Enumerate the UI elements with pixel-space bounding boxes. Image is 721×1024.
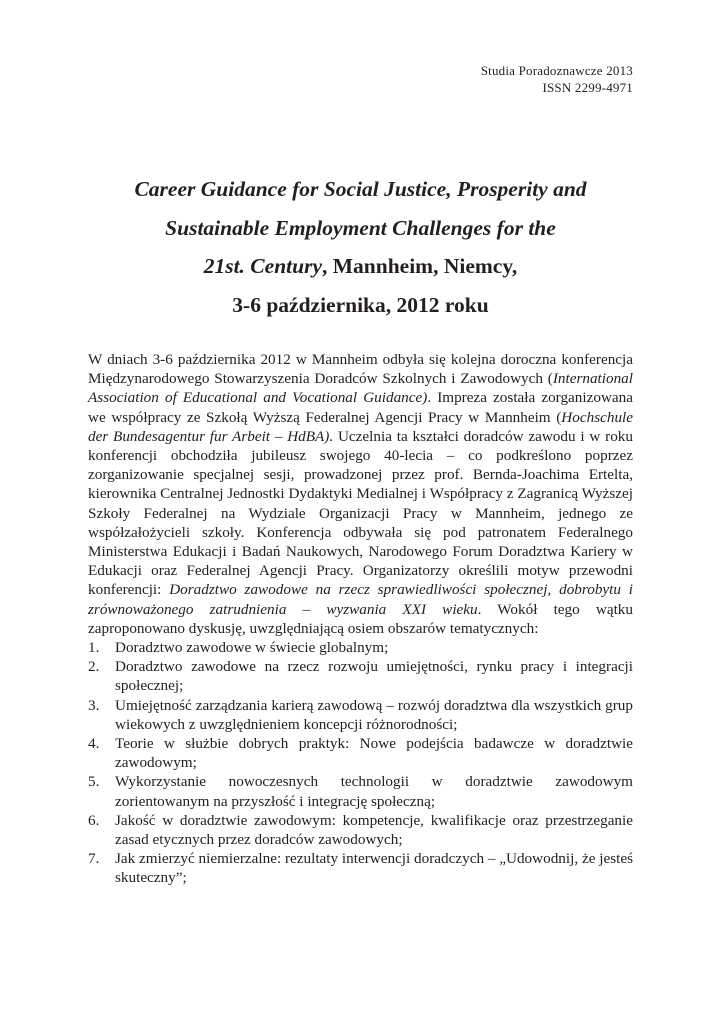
body-segment-1-italic: International Association of Educational and Vocational Guidance) [88,370,633,407]
list-item [88,772,633,810]
list-item [88,734,633,772]
list-item-number: 7. [88,850,100,868]
journal-name: Studia Poradoznawcze 2013 [480,63,633,78]
list-item-text: Doradztwo zawodowe na rzecz rozwoju umiejętności, rynku pracy i integracji społecznej; [115,658,633,695]
list-item-text: Teorie w służbie dobrych praktyk: Nowe podejścia badawcze w doradztwie zawodowym; [115,735,633,772]
list-item-number: 4. [88,735,100,753]
topics-list [88,638,633,888]
title-line-1: Career Guidance for Social Justice, Prosperity and [134,177,587,201]
body-segment-2-italic: Hochschule der Bundesagentur fur Arbeit – HdBA). [88,408,633,445]
body-segment-2: . Impreza została zorganizowana we współpracy ze Szkołą Wyższą Federalnej Agencji Pracy w Mannheim ( [88,389,633,426]
title-line-3-italic: 21st. Century [203,254,322,278]
list-item-text: Jak zmierzyć niemierzalne: rezultaty interwencji doradczych – „Udowodnij, że jesteś skuteczny”; [115,850,633,887]
running-header [481,62,633,96]
list-item [88,811,633,849]
title-line-4: 3-6 października, 2012 roku [232,292,489,317]
list-item-number: 6. [88,811,100,829]
list-item-number: 5. [88,773,100,791]
list-item-number: 3. [88,696,100,714]
body-segment-3-italic: Doradztwo zawodowe na rzecz sprawiedliwości społecznej, dobrobytu i zrównoważonego zatrudnienia – wyzwania XXI wieku [88,581,634,618]
list-item [88,849,633,887]
body-segment-4: . Wokół tego wątku zaproponowano dyskusję, uwzględniającą osiem obszarów tematycznych: [88,600,633,637]
title-line-2: Sustainable Employment Challenges for the [165,215,556,240]
article-body [88,350,633,888]
list-item [88,638,633,657]
list-item-text: Wykorzystanie nowoczesnych technologii w doradztwie zawodowym zorientowanym na przyszłość i integrację społeczną; [115,773,633,810]
list-item-text: Jakość w doradztwie zawodowym: kompetencje, kwalifikacje oraz przestrzeganie zasad etycznych przez doradców zawodowych; [115,811,633,849]
body-segment-3: Uczelnia ta kształci doradców zawodu i w roku konferencji obchodziła jubileusz swojego 40-lecia – co podkreślono poprzez zorganizowanie specjalnej sesji, prowadzonej przez prof. Bernda-Joachima Ertelta, kierownika Centralnej Jednostki Dydaktyki Medialnej i Współpracy z Zagranicą Wyższej Szkoły Federalnej na Wydziale Organizacji Pracy w Mannheim, jednego ze współzałożycieli szkoły. Konferencja odbywała się pod patronatem Federalnego Ministerstwa Edukacji i Badań Naukowych, Narodowego Forum Doradztwa Kariery w Edukacji oraz Federalnej Agencji Pracy. Organizatorzy określili motyw przewodni konferencji: [88,427,633,599]
title-line-3 [80,247,641,286]
list-item-number: 1. [88,639,100,657]
list-item [88,696,633,734]
body-segment-1: W dniach 3-6 października 2012 w Mannheim odbyła się kolejna doroczna konferencja Międzynarodowego Stowarzyszenia Doradców Szkolnych i Zawodowych ( [88,351,633,388]
issn-number: ISSN 2299-4971 [542,80,633,95]
list-item-text: Doradztwo zawodowe w świecie globalnym; [115,639,389,657]
title-line-3-rest: , Mannheim, Niemcy, [322,254,518,278]
article-title [80,170,641,324]
list-item-number: 2. [88,658,100,676]
list-item [88,657,633,695]
intro-paragraph [88,350,633,638]
list-item-text: Umiejętność zarządzania karierą zawodową – rozwój doradztwa dla wszystkich grup wiekowych z uwzględnieniem koncepcji różnorodności; [115,696,633,733]
